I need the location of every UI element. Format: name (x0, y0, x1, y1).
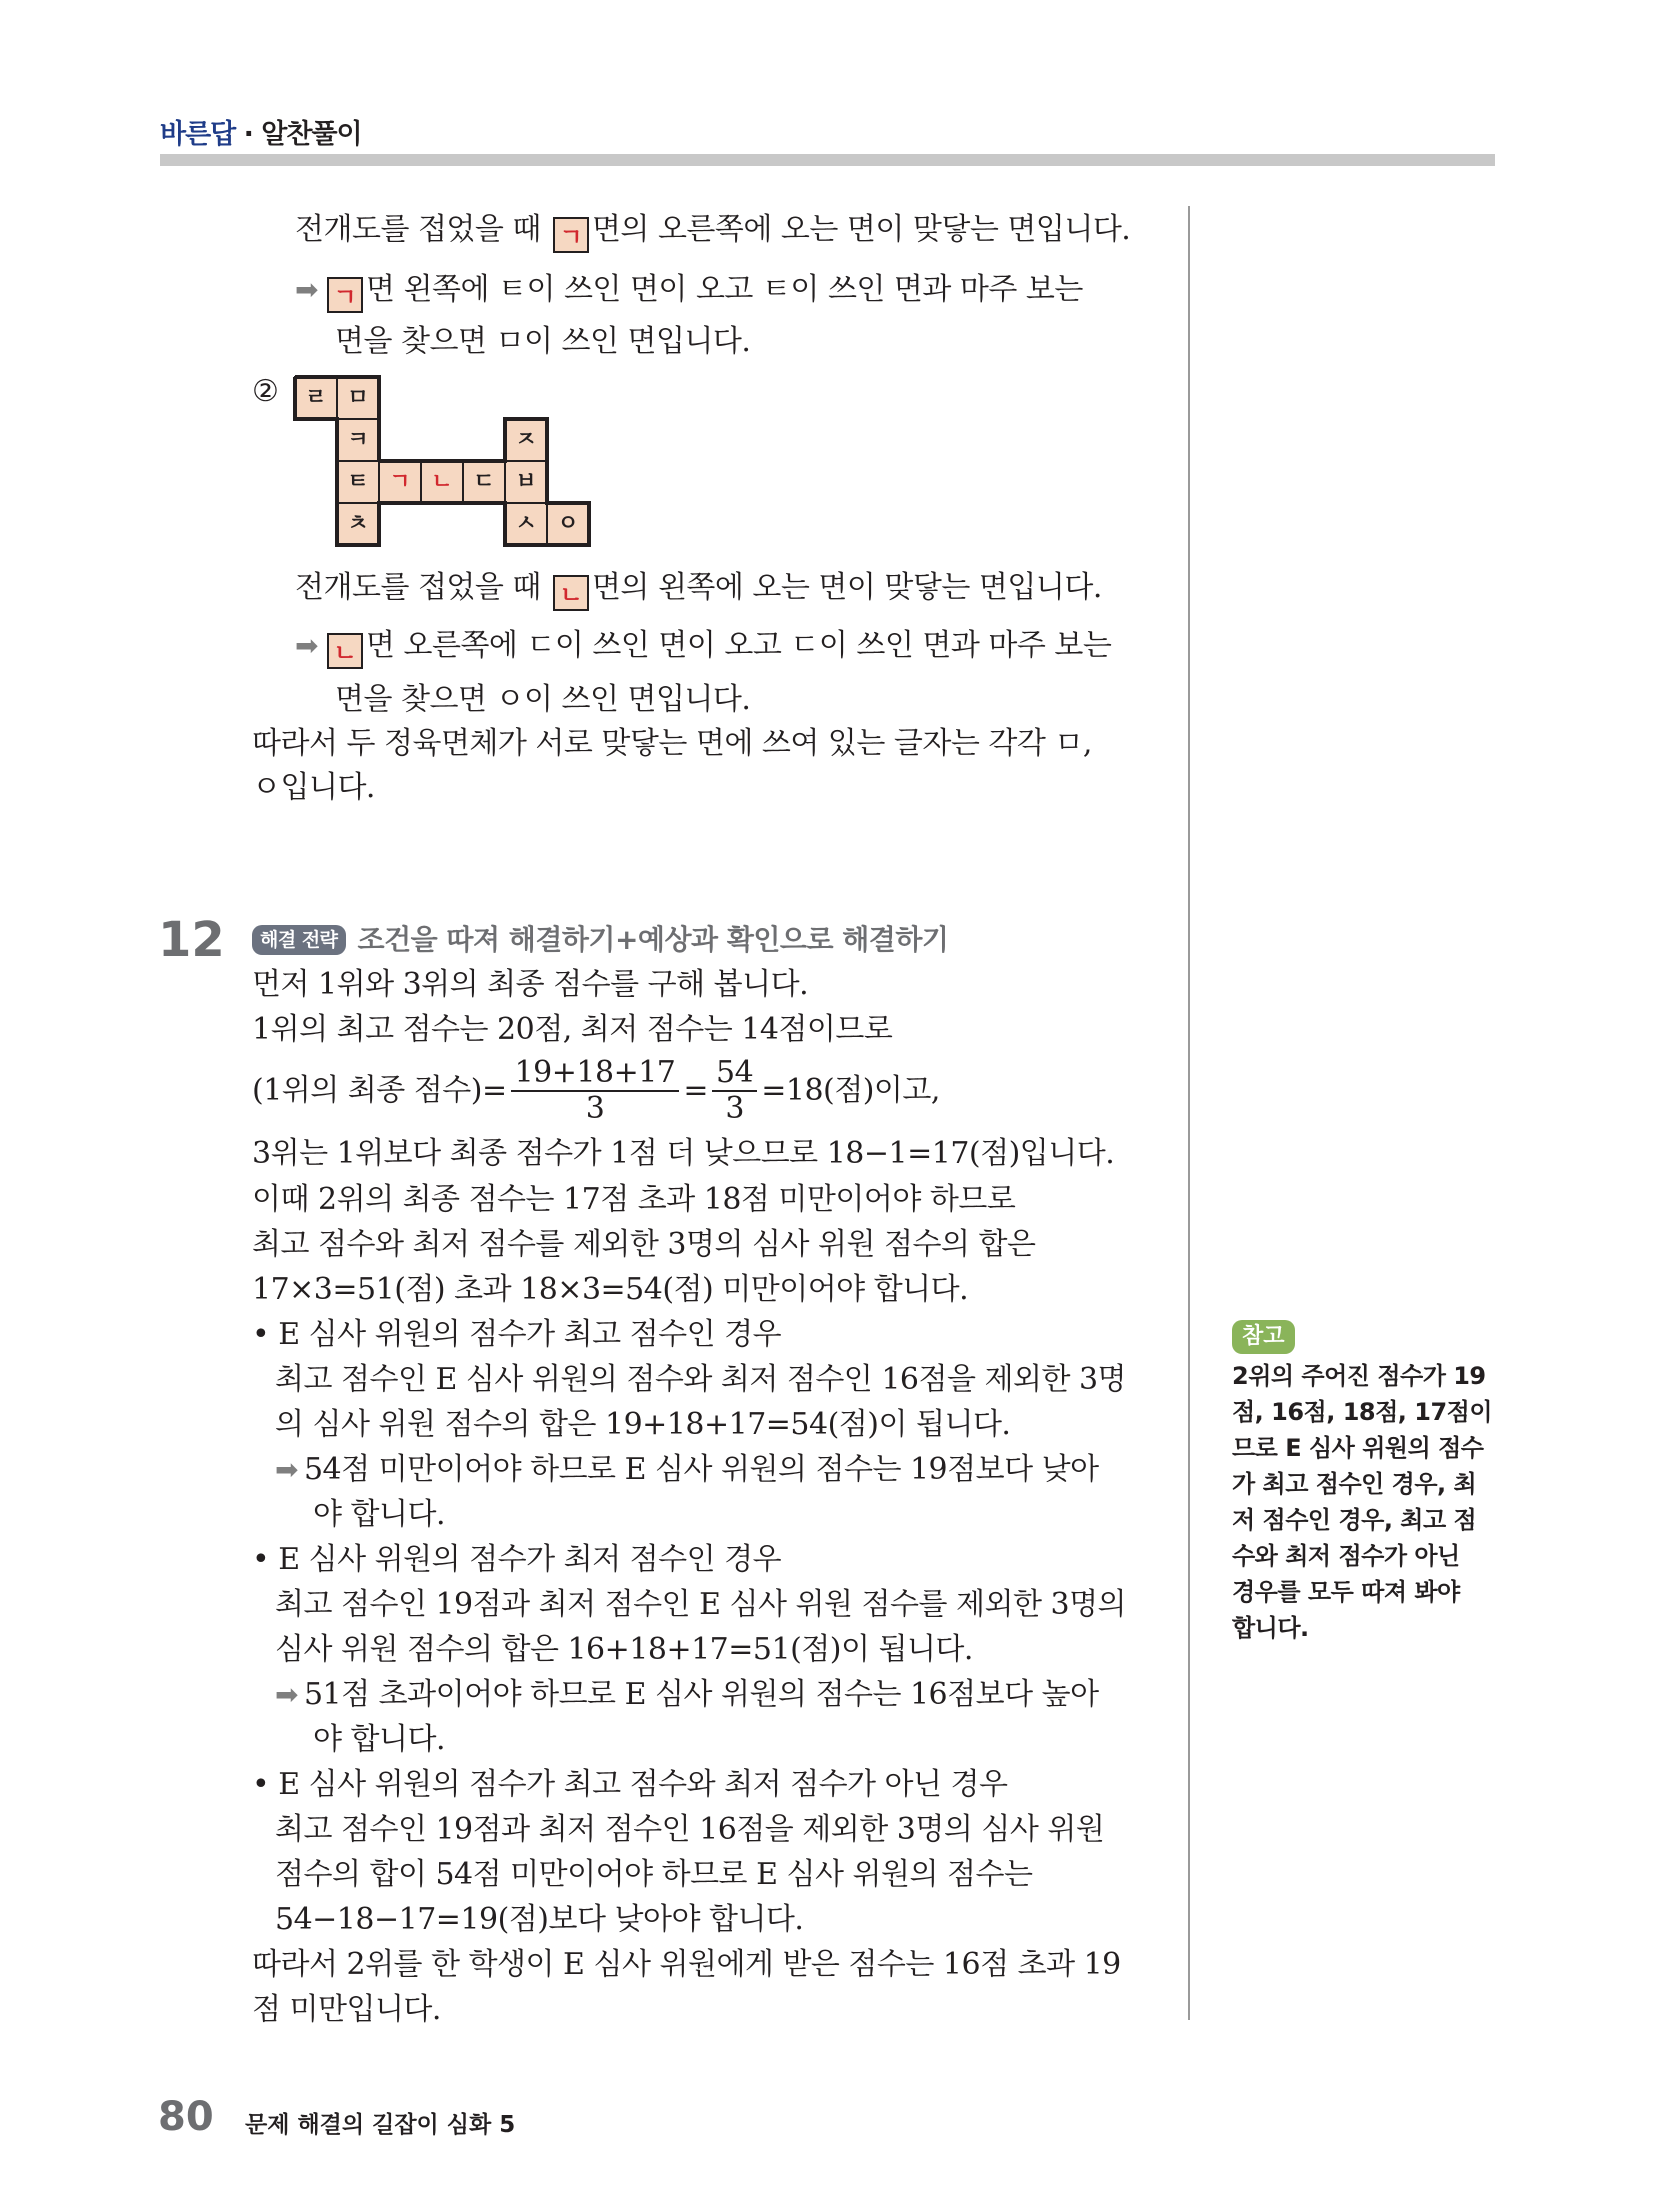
cube-net-diagram (290, 372, 610, 552)
header-bar (160, 154, 1495, 166)
case-3-line: 54−18−17=19(점)보다 낮아야 합니다. (275, 1902, 804, 1937)
arrow-icon: ➡ (275, 1453, 298, 1486)
footer-title: 문제 해결의 길잡이 심화 5 (245, 2112, 516, 2138)
note-line: 가 최고 점수인 경우, 최 (1232, 1470, 1477, 1498)
net-label: ㅁ (347, 385, 369, 411)
note-badge: 참고 (1232, 1320, 1295, 1354)
net-label: ㅌ (347, 469, 369, 495)
net-label: ㄱ (389, 469, 411, 495)
case-2-line: 심사 위원 점수의 합은 16+18+17=51(점)이 됩니다. (275, 1632, 973, 1667)
case-3-title: • E 심사 위원의 점수가 최고 점수와 최저 점수가 아닌 경우 (252, 1767, 1008, 1802)
note-line: 므로 E 심사 위원의 점수 (1232, 1434, 1484, 1462)
p12-line: 3위는 1위보다 최종 점수가 1점 더 낮으므로 18−1=17(점)입니다. (252, 1136, 1115, 1171)
case-1-arrow-cont: 야 합니다. (313, 1497, 445, 1532)
header-title: 바른답 · 알찬풀이 (160, 119, 362, 150)
net-label: ㅈ (515, 427, 537, 453)
net-label: ㄴ (431, 469, 453, 495)
fold-text-1: 전개도를 접었을 때 ㄱ 면의 오른쪽에 오는 면이 맞닿는 면입니다. (295, 212, 1131, 251)
case-1-line: 의 심사 위원 점수의 합은 19+18+17=54(점)이 됩니다. (275, 1407, 1011, 1442)
strategy-badge: 해결 전략 (252, 925, 346, 955)
case-1-title: • E 심사 위원의 점수가 최고 점수인 경우 (252, 1317, 782, 1352)
face-box: ㄱ (553, 217, 589, 253)
note-line: 2위의 주어진 점수가 19 (1232, 1362, 1486, 1390)
note-line: 경우를 모두 따져 봐야 (1232, 1578, 1460, 1606)
note-line: 점, 16점, 18점, 17점이 (1232, 1398, 1493, 1426)
p12-line: 1위의 최고 점수는 20점, 최저 점수는 14점이므로 (252, 1012, 893, 1047)
case-2-line: 최고 점수인 19점과 최저 점수인 E 심사 위원 점수를 제외한 3명의 (275, 1587, 1127, 1622)
p12-line: 먼저 1위와 3위의 최종 점수를 구해 봅니다. (252, 967, 809, 1002)
p12-line: 이때 2위의 최종 점수는 17점 초과 18점 미만이어야 하므로 (252, 1182, 1016, 1217)
page-number: 80 (158, 2094, 214, 2140)
conclusion-2: ㅇ입니다. (252, 770, 375, 805)
face-box: ㄴ (553, 575, 589, 611)
case-2-arrow: ➡ 51점 초과이어야 하므로 E 심사 위원의 점수는 16점보다 높아 (275, 1677, 1099, 1712)
column-divider (1188, 206, 1190, 2020)
net-label: ㅊ (347, 511, 369, 537)
note-line: 저 점수인 경우, 최고 점 (1232, 1506, 1477, 1534)
face-box: ㄴ (327, 633, 363, 669)
arrow-text-1b: 면을 찾으면 ㅁ이 쓰인 면입니다. (335, 324, 751, 359)
circle-label: ② (252, 374, 279, 409)
case-2-title: • E 심사 위원의 점수가 최저 점수인 경우 (252, 1542, 782, 1577)
face-box: ㄱ (327, 277, 363, 313)
p12-line: 최고 점수와 최저 점수를 제외한 3명의 심사 위원 점수의 합은 (252, 1227, 1036, 1262)
conclusion-1: 따라서 두 정육면체가 서로 맞닿는 면에 쓰여 있는 글자는 각각 ㅁ, (252, 726, 1092, 761)
case-1-line: 최고 점수인 E 심사 위원의 점수와 최저 점수인 16점을 제외한 3명 (275, 1362, 1127, 1397)
final-line: 따라서 2위를 한 학생이 E 심사 위원에게 받은 점수는 16점 초과 19 (252, 1947, 1121, 1982)
net-label: ㄹ (305, 385, 327, 411)
note-line: 합니다. (1232, 1614, 1309, 1642)
arrow-text-2b: 면을 찾으면 ㅇ이 쓰인 면입니다. (335, 682, 751, 717)
note-line: 수와 최저 점수가 아닌 (1232, 1542, 1460, 1570)
arrow-text-2: ➡ ㄴ 면 오른쪽에 ㄷ이 쓰인 면이 오고 ㄷ이 쓰인 면과 마주 보는 (295, 628, 1112, 667)
net-label: ㅅ (515, 511, 537, 537)
case-1-arrow: ➡ 54점 미만이어야 하므로 E 심사 위원의 점수는 19점보다 낮아 (275, 1452, 1099, 1487)
arrow-icon: ➡ (295, 273, 318, 306)
strategy-line: 해결 전략 조건을 따져 해결하기+예상과 확인으로 해결하기 (252, 920, 948, 960)
arrow-icon: ➡ (275, 1678, 298, 1711)
net-label: ㅇ (557, 511, 579, 537)
fraction: $\frac{54}{3}$ (712, 1056, 757, 1126)
fold-text-2: 전개도를 접었을 때 ㄴ 면의 왼쪽에 오는 면이 맞닿는 면입니다. (295, 570, 1102, 609)
arrow-icon: ➡ (295, 629, 318, 662)
problem-number: 12 (158, 912, 225, 968)
p12-line: 17×3=51(점) 초과 18×3=54(점) 미만이어야 합니다. (252, 1272, 969, 1307)
case-3-line: 최고 점수인 19점과 최저 점수인 16점을 제외한 3명의 심사 위원 (275, 1812, 1105, 1847)
case-3-line: 점수의 합이 54점 미만이어야 하므로 E 심사 위원의 점수는 (275, 1857, 1033, 1892)
arrow-text-1: ➡ ㄱ 면 왼쪽에 ㅌ이 쓰인 면이 오고 ㅌ이 쓰인 면과 마주 보는 (295, 272, 1083, 311)
final-line: 점 미만입니다. (252, 1992, 441, 2027)
net-label: ㄷ (473, 469, 495, 495)
fraction: $\frac{19+18+17}{3}$ (511, 1056, 680, 1126)
net-label: ㅋ (347, 427, 369, 453)
net-label: ㅂ (515, 469, 537, 495)
case-2-arrow-cont: 야 합니다. (313, 1722, 445, 1757)
p12-fraction-line: (1위의 최종 점수)= $\frac{19+18+17}{3}$ = $\frac{54}{3}$ =18(점)이고, (252, 1055, 940, 1126)
